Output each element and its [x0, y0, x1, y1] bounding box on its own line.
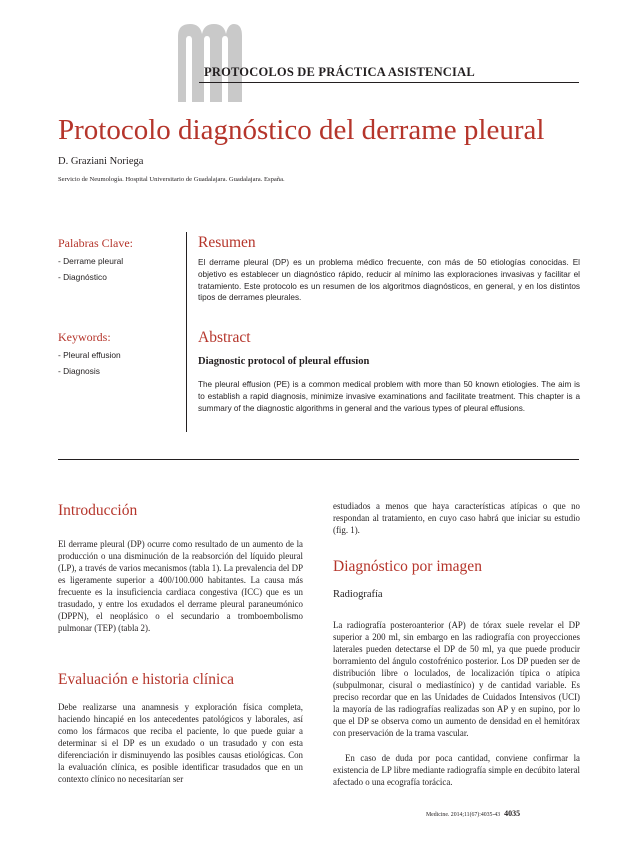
footer-citation: Medicine. 2014;11(67):4035-43 — [426, 812, 501, 818]
section-label: PROTOCOLOS DE PRÁCTICA ASISTENCIAL — [204, 65, 475, 79]
introduccion-text: El derrame pleural (DP) ocurre como resultado de un aumento de la producción o una disminución de la reabsorción del líquido pleural (LP), a través de varios mecanismos (tabla 1). La prevalencia del DP es ligeramente superior a 400/100.000 habitantes. La causa más frecuente es la insuficiencia cardiaca congestiva (ICC) que es un trasudado, y entre los exudados el derrame pleural paraneumónico (DPPN), el neoplásico o el secundario a tromboembolismo pulmonar (TEP) (tabla 2). — [58, 539, 303, 633]
article-title: Protocolo diagnóstico del derrame pleural — [58, 114, 545, 146]
author-affiliation: Servicio de Neumología. Hospital Universitario de Guadalajara. Guadalajara. España. — [58, 176, 285, 183]
page-number: 4035 — [504, 809, 521, 818]
content-divider — [58, 459, 579, 460]
keywords-es-heading: Palabras Clave: — [58, 236, 133, 250]
header-divider — [199, 82, 579, 83]
introduccion-heading: Introducción — [58, 502, 138, 519]
radiografia-paragraph: En caso de duda por poca cantidad, conviene confirmar la existencia de LP libre mediante radiografía simple en decúbito lateral afectado o una ecografía torácica. — [333, 753, 580, 787]
diagnostico-imagen-heading: Diagnóstico por imagen — [333, 558, 482, 575]
abstract-divider — [186, 232, 187, 432]
page-footer — [426, 809, 520, 818]
journal-logo — [174, 22, 244, 102]
radiografia-subheading: Radiografía — [333, 589, 383, 600]
resumen-heading: Resumen — [198, 234, 256, 251]
keywords-en-heading: Keywords: — [58, 330, 111, 344]
column-continuation-text: estudiados a menos que haya características atípicas o que no respondan al tratamiento, en cuyo caso habrá que iniciar su estudio (fig. 1). — [333, 501, 580, 535]
evaluacion-text: Debe realizarse una anamnesis y exploración física completa, haciendo hincapié en los antecedentes patológicos y laborales, así como los fármacos que reciba el paciente, lo que puede guiar a determinar si el DP es un exudado o un trasudado y con esta diferenciación ir disminuyendo las posibles causas etiológicas. Con la evaluación clínica, es posible identificar trasudados que en un contexto clínico no necesitarían ser — [58, 702, 303, 784]
abstract-text: The pleural effusion (PE) is a common medical problem with more than 50 known etiologies. The aim is to establish a rapid diagnosis, minimize invasive examinations and facilitate treatment. This chapter is a summary of the diagnostic algorithms in general and the various types of pleural effusions. — [198, 380, 580, 413]
keyword-es-item: - Derrame pleural — [58, 256, 124, 266]
keyword-en-item: - Diagnosis — [58, 366, 100, 376]
abstract-heading: Abstract — [198, 329, 251, 346]
abstract-subtitle: Diagnostic protocol of pleural effusion — [198, 356, 370, 367]
evaluacion-heading: Evaluación e historia clínica — [58, 671, 235, 688]
resumen-text: El derrame pleural (DP) es un problema médico frecuente, con más de 50 etiologías conocidas. El objetivo es establecer un diagnóstico rápido, reducir al mínimo las exploraciones invasivas y facilitar el tratamiento. Este protocolo es un resumen de los algoritmos diagnósticos, en general, y en los distintos tipos de derrames pleurales. — [198, 258, 580, 303]
medicine-logo-icon — [174, 22, 244, 102]
keyword-es-item: - Diagnóstico — [58, 272, 107, 282]
article-author: D. Graziani Noriega — [58, 156, 144, 167]
keyword-en-item: - Pleural effusion — [58, 350, 121, 360]
radiografia-paragraph: La radiografía posteroanterior (AP) de tórax suele revelar el DP superior a 200 ml, sin embargo en las radiografía con proyecciones laterales pueden detectarse el DP de 50 ml, ya que puede producir borramiento del ángulo costofrénico posterior. Los DP pueden ser de distribución libre o loculados, de localización típica o atípica (subpulmonar, cisural o mediastínico) y de cantidad variable. Es preciso recordar que en las Unidades de Cuidados Intensivos (UCI) la mayoría de las radiografías realizadas son AP y en supino, por lo que el DP se observa como un aumento de densidad en el hemitórax con preservación de la trama vascular. — [333, 620, 580, 738]
